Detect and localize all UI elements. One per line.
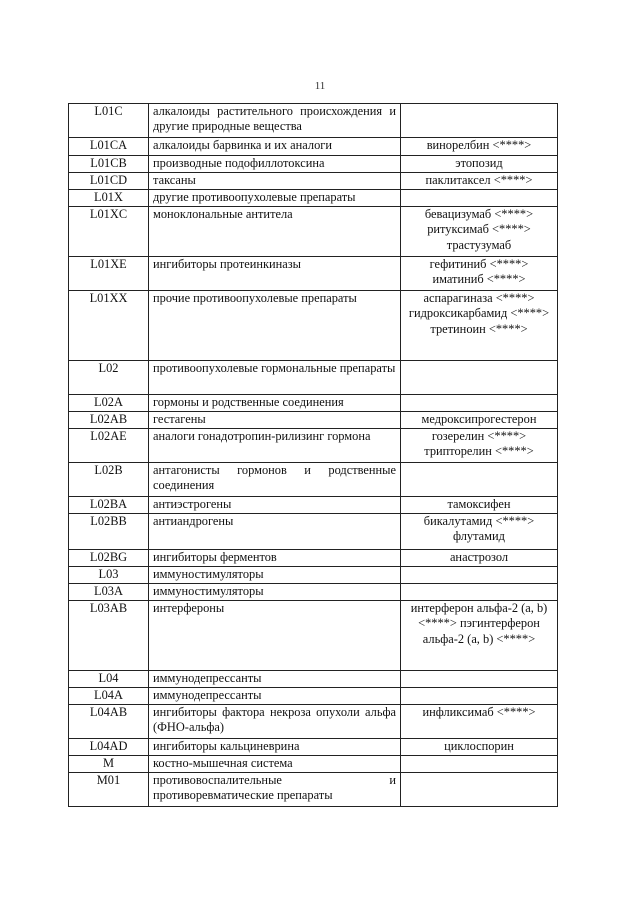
drug-name-cell: циклоспорин	[401, 739, 558, 756]
atc-code-cell: L04	[69, 671, 149, 688]
atc-code-cell: L04A	[69, 688, 149, 705]
drug-name-cell	[401, 671, 558, 688]
drug-name-cell: медроксипрогестерон	[401, 412, 558, 429]
atc-description-cell: иммунодепрессанты	[149, 688, 401, 705]
drug-name-cell: инфликсимаб <****>	[401, 705, 558, 739]
atc-description-cell: алкалоиды барвинка и их аналоги	[149, 138, 401, 156]
atc-description-cell: иммуностимуляторы	[149, 584, 401, 601]
table-row	[69, 207, 558, 257]
drug-name-cell	[401, 361, 558, 395]
atc-table-body	[69, 104, 558, 807]
atc-code-cell: L01CA	[69, 138, 149, 156]
table-row	[69, 601, 558, 671]
drug-name-cell	[401, 756, 558, 773]
table-row	[69, 584, 558, 601]
table-row	[69, 773, 558, 807]
atc-code-cell: L04AB	[69, 705, 149, 739]
table-row	[69, 429, 558, 463]
drug-name-cell: винорелбин <****>	[401, 138, 558, 156]
table-row	[69, 514, 558, 550]
atc-code-cell: L03	[69, 567, 149, 584]
atc-code-cell: L01X	[69, 190, 149, 207]
table-row	[69, 138, 558, 156]
drug-name-cell: интерферон альфа-2 (a, b) <****> пэгинтерферон альфа-2 (a, b) <****>	[401, 601, 558, 671]
table-row	[69, 361, 558, 395]
atc-description-cell: аналоги гонадотропин-рилизинг гормона	[149, 429, 401, 463]
atc-description-cell: таксаны	[149, 173, 401, 190]
table-row	[69, 497, 558, 514]
table-row	[69, 173, 558, 190]
atc-drug-table	[68, 103, 558, 807]
page-number: 11	[314, 80, 326, 92]
atc-description-cell: гормоны и родственные соединения	[149, 395, 401, 412]
atc-code-cell: M	[69, 756, 149, 773]
atc-code-cell: L04AD	[69, 739, 149, 756]
atc-code-cell: L01XC	[69, 207, 149, 257]
atc-description-cell: другие противоопухолевые препараты	[149, 190, 401, 207]
atc-code-cell: L03AB	[69, 601, 149, 671]
atc-code-cell: L02AB	[69, 412, 149, 429]
atc-description-cell: прочие противоопухолевые препараты	[149, 291, 401, 361]
atc-description-cell: ингибиторы протеинкиназы	[149, 257, 401, 291]
atc-code-cell: L02BA	[69, 497, 149, 514]
table-row	[69, 567, 558, 584]
atc-code-cell: L03A	[69, 584, 149, 601]
table-row	[69, 190, 558, 207]
atc-description-cell: интерфероны	[149, 601, 401, 671]
drug-name-cell	[401, 190, 558, 207]
drug-name-cell: тамоксифен	[401, 497, 558, 514]
atc-description-cell: гестагены	[149, 412, 401, 429]
drug-name-cell: бикалутамид <****> флутамид	[401, 514, 558, 550]
table-row	[69, 156, 558, 173]
drug-name-cell	[401, 395, 558, 412]
atc-code-cell: L01CB	[69, 156, 149, 173]
atc-description-cell: антиэстрогены	[149, 497, 401, 514]
atc-code-cell: L02AE	[69, 429, 149, 463]
drug-name-cell: бевацизумаб <****> ритуксимаб <****> трастузумаб	[401, 207, 558, 257]
drug-name-cell	[401, 584, 558, 601]
atc-code-cell: L01CD	[69, 173, 149, 190]
drug-name-cell: аспарагиназа <****> гидроксикарбамид <****> третиноин <****>	[401, 291, 558, 361]
atc-description-cell: производные подофиллотоксина	[149, 156, 401, 173]
table-row	[69, 671, 558, 688]
table-row	[69, 291, 558, 361]
atc-description-cell: ингибиторы ферментов	[149, 550, 401, 567]
atc-code-cell: L01C	[69, 104, 149, 138]
atc-code-cell: L02B	[69, 463, 149, 497]
atc-code-cell: L02	[69, 361, 149, 395]
atc-description-cell: алкалоиды растительного происхождения и другие природные вещества	[149, 104, 401, 138]
table-row	[69, 739, 558, 756]
atc-code-cell: L01XX	[69, 291, 149, 361]
atc-description-cell: ингибиторы фактора некроза опухоли альфа (ФНО-альфа)	[149, 705, 401, 739]
table-row	[69, 463, 558, 497]
atc-description-cell: противоопухолевые гормональные препараты	[149, 361, 401, 395]
drug-name-cell	[401, 773, 558, 807]
atc-code-cell: L02BB	[69, 514, 149, 550]
atc-code-cell: L02BG	[69, 550, 149, 567]
atc-code-cell: L02A	[69, 395, 149, 412]
drug-name-cell	[401, 463, 558, 497]
drug-name-cell: паклитаксел <****>	[401, 173, 558, 190]
atc-description-cell: иммунодепрессанты	[149, 671, 401, 688]
atc-code-cell: M01	[69, 773, 149, 807]
drug-name-cell	[401, 567, 558, 584]
atc-code-cell: L01XE	[69, 257, 149, 291]
drug-name-cell: анастрозол	[401, 550, 558, 567]
table-row	[69, 257, 558, 291]
table-row	[69, 104, 558, 138]
drug-name-cell: гефитиниб <****> иматиниб <****>	[401, 257, 558, 291]
table-row	[69, 550, 558, 567]
drug-name-cell	[401, 104, 558, 138]
table-row	[69, 705, 558, 739]
table-row	[69, 395, 558, 412]
atc-description-cell: ингибиторы кальциневрина	[149, 739, 401, 756]
atc-description-cell: антагонисты гормонов и родственные соединения	[149, 463, 401, 497]
atc-description-cell: антиандрогены	[149, 514, 401, 550]
atc-description-cell: костно-мышечная система	[149, 756, 401, 773]
atc-description-cell: противовоспалительные и противоревматические препараты	[149, 773, 401, 807]
atc-description-cell: иммуностимуляторы	[149, 567, 401, 584]
table-row	[69, 688, 558, 705]
table-row	[69, 412, 558, 429]
drug-name-cell	[401, 688, 558, 705]
atc-description-cell: моноклональные антитела	[149, 207, 401, 257]
drug-name-cell: гозерелин <****> трипторелин <****>	[401, 429, 558, 463]
table-row	[69, 756, 558, 773]
drug-name-cell: этопозид	[401, 156, 558, 173]
